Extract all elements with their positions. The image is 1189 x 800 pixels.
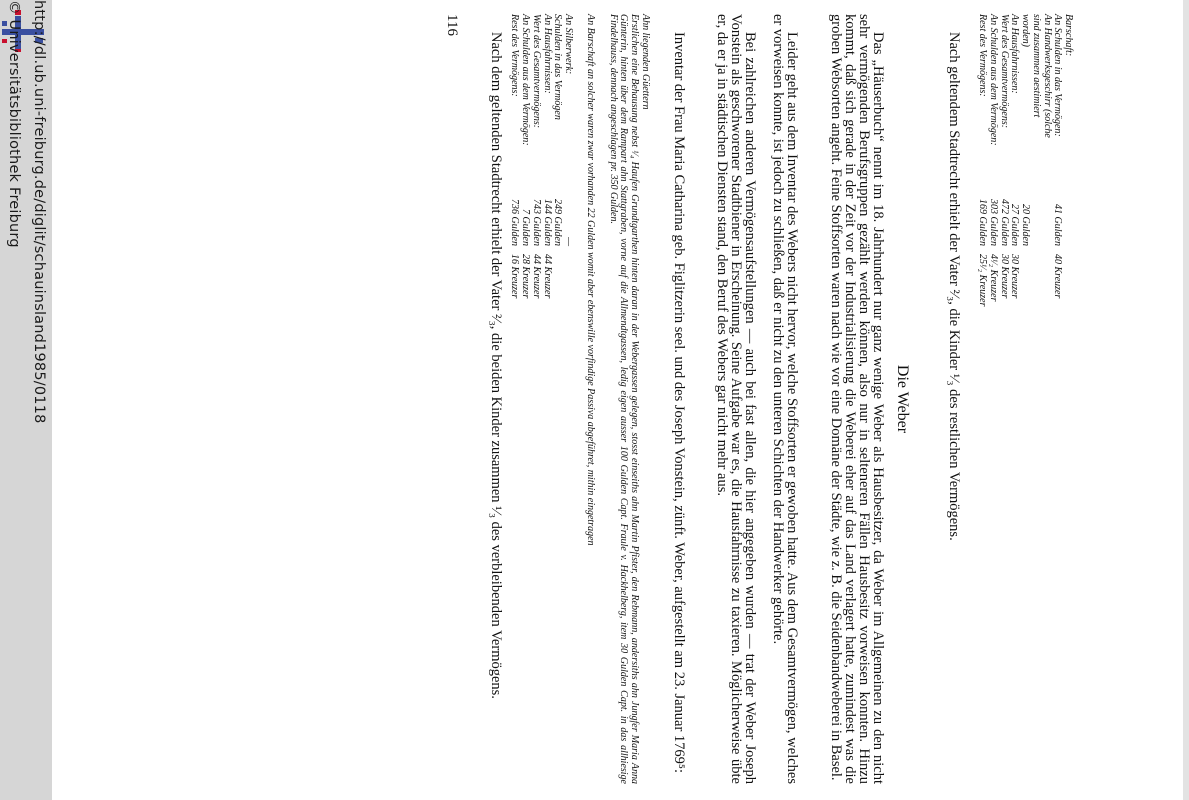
- inventory-table-2: [509, 14, 573, 784]
- small-text-barschaft: An Barschaft an solcher waren zwar vorhanden 22 Gulden womit aber ebenswille vorfindige Passiva abgeführet, mithin eingetragen: [585, 14, 596, 546]
- table-row: [541, 14, 552, 784]
- table-cell-k: [562, 246, 573, 324]
- table-cell-k: [1062, 246, 1073, 324]
- small-intro: Ahn liegenden Güettern: [640, 14, 651, 110]
- table-cell-g: 144 Gulden: [541, 199, 553, 246]
- table-cell-g: [1030, 174, 1041, 246]
- table-cell-k: 30 Kreuzer: [998, 254, 1010, 299]
- table-row: [519, 14, 530, 784]
- table-row: [530, 14, 541, 784]
- paragraph-inheritance-2: Nach dem geltenden Stadtrecht erhielt der Vater ²⁄₃, die beiden Kinder zusammen ¹⁄₃ des verbleibenden Vermögens.: [488, 32, 504, 699]
- table-cell-k: 16 Kreuzer: [509, 254, 521, 299]
- table-row: [998, 14, 1009, 784]
- table-cell-k: 44 Kreuzer: [541, 254, 553, 299]
- table-cell-g: 20 Gulden: [1020, 204, 1032, 246]
- table-row: [1030, 14, 1041, 784]
- table-cell-k: 4¹⁄₂ Kreuzer: [988, 254, 1000, 302]
- table-row: [977, 14, 988, 784]
- table-cell-label: Rest des Vermögens:: [509, 14, 521, 97]
- table-row: [552, 14, 563, 784]
- table-cell-g: 169 Gulden: [977, 199, 989, 246]
- paragraph-haeuserbuch: Das „Häuserbuch“ nennt im 18. Jahrhundert nur ganz wenige Weber als Hausbesitzer, da Weber im Allgemeinen zu den nicht sehr vermögenden Berufsgruppen gezählt werden können, also nur in selteneren Fällen Hausbesitz vorweisen konnten. Hinzu kommt, daß sich gerade in der Zeit vor der Industrialisierung die Weberei eher auf das Land verlagert hatte, zumindest was die groben Websorten angeht. Feine Stoffsorten waren nach wie vor eine Domäne der Städte, wie z. B. die Seidenbandweberei in Basel.: [827, 14, 886, 784]
- table-cell-k: [552, 246, 563, 324]
- table-cell-label: Wert des Gesamtvermögens:: [530, 14, 542, 129]
- viewer-sidebar: [0, 0, 52, 800]
- viewer-scrollbar-edge: [1183, 0, 1189, 800]
- paragraph-inventar-weber: Leider geht aus dem Inventar des Webers nicht hervor, welche Stoffsorten er gewoben hatte. Aus dem Gesamtvermögen, welches er vorweisen konnte, ist jedoch zu schließen, daß er nicht zu den unteren Schichten der Handwerker gehörte.: [769, 14, 800, 784]
- paragraph-vonstein: Bei zahlreichen anderen Vermögensaufstellungen — auch bei fast allen, die hier angegeben wurden — trat der Weber Joseph Vonstein als geschworener Stadtbiener in Erscheinung. Seine Aufgabe war es, die Hausfahrnisse zu taxieren. Möglicherweise übte er, da er ja in städtischen Diensten stand, den Beruf des Webers gar nicht mehr aus.: [713, 14, 758, 784]
- table-cell-label: An Schulden aus dem Vermögen:: [520, 14, 532, 146]
- copyright-text: © Universitätsbibliothek Freiburg: [6, 0, 22, 248]
- table-cell-k: [1030, 246, 1041, 324]
- table-row: [1019, 14, 1030, 784]
- table-cell-label: An Hausfahrnissen:: [1009, 14, 1021, 94]
- table-cell-g: 743 Gulden: [530, 199, 542, 246]
- table-cell-g: [1041, 174, 1052, 246]
- table-row: [1009, 14, 1020, 784]
- table-cell-label: An Schulden aus dem Vermögen:: [988, 14, 1000, 146]
- table-cell-label: Schulden in das Vermögen: [552, 14, 564, 120]
- table-cell-g: 472 Gulden: [998, 199, 1010, 246]
- small-text-behausung: Erstlichen eine Behausung nebst ¹⁄₄ Haufen Grundtgarthen hinten daran in der Webergassen gelegen, stosst einseiths ahn Martin Pfister, den Rebmann, andersiths ahn Jungfer Maria Anna Günterin, hinten über dem Rampart ahn Stattgraben, vorne auf die Allmendtgassen, ledig eigen ausser 100 Gulden Capt. Fraule v. Hackhelberg, item 30 Gulden Capt. in das allhiesige Findelhauss, dennach angeschlagen pr. 350 Gulden.: [607, 14, 640, 784]
- table-cell-label: Wert des Gesamtvermögens:: [998, 14, 1010, 129]
- table-row: [509, 14, 520, 784]
- table-cell-label: worden): [1020, 14, 1032, 47]
- table-cell-k: 28 Kreuzer: [520, 254, 532, 299]
- table-row: [987, 14, 998, 784]
- page-number: 116: [444, 14, 460, 36]
- paragraph-inheritance-1: Nach geltendem Stadtrecht erhielt der Vater ²⁄₃, die Kinder ¹⁄₃ des restlichen Vermögens.: [946, 32, 962, 541]
- table-cell-k: 30 Kreuzer: [1009, 254, 1021, 299]
- table-row: [1062, 14, 1073, 784]
- table-cell-g: [1062, 174, 1073, 246]
- table-cell-g: 7 Gulden: [520, 209, 532, 246]
- table-cell-g: —: [563, 237, 574, 246]
- scanned-page: [415, 14, 1075, 784]
- table-cell-k: 25¹⁄₂ Kreuzer: [977, 254, 989, 307]
- table-cell-label: An Schulden in das Vermögen:: [1052, 14, 1064, 137]
- table-cell-label: sind zusammen aestimiert: [1030, 14, 1042, 118]
- source-url-link[interactable]: http://dl.ub.uni-freiburg.de/diglit/schauinsland1985/0118: [31, 0, 47, 424]
- table-cell-k: 44 Kreuzer: [530, 254, 542, 299]
- table-cell-label: An Silberwerk:: [563, 14, 574, 75]
- table-cell-label: An Hausfahrnissen:: [541, 14, 553, 94]
- table-cell-g: 249 Gulden: [552, 199, 564, 246]
- inventory-table-1: [977, 14, 1073, 784]
- table-row: [562, 14, 573, 784]
- table-cell-g: 27 Gulden: [1009, 204, 1021, 246]
- table-cell-label: Rest des Vermögens:: [977, 14, 989, 97]
- viewer-source-info: [1, 0, 51, 800]
- table-cell-k: [1041, 246, 1052, 324]
- table-cell-g: 303 Gulden: [988, 199, 1000, 246]
- table-row: [1041, 14, 1052, 784]
- table-cell-k: [1019, 246, 1030, 324]
- table-cell-label: Barschaft:: [1063, 14, 1074, 57]
- table-cell-g: 736 Gulden: [509, 199, 521, 246]
- paragraph-inventar-heading: Inventar der Frau Maria Catharina geb. Figlitzerin seel. und des Joseph Vonstein, zünft. Weber, aufgestellt am 23. Januar 1769⁵:: [671, 32, 687, 774]
- table-cell-g: 41 Gulden: [1052, 204, 1064, 246]
- table-cell-label: An Handwerksgeschirr (solche: [1041, 14, 1053, 138]
- table-cell-k: 40 Kreuzer: [1052, 254, 1064, 299]
- table-row: [1052, 14, 1063, 784]
- section-heading: Die Weber: [894, 364, 911, 434]
